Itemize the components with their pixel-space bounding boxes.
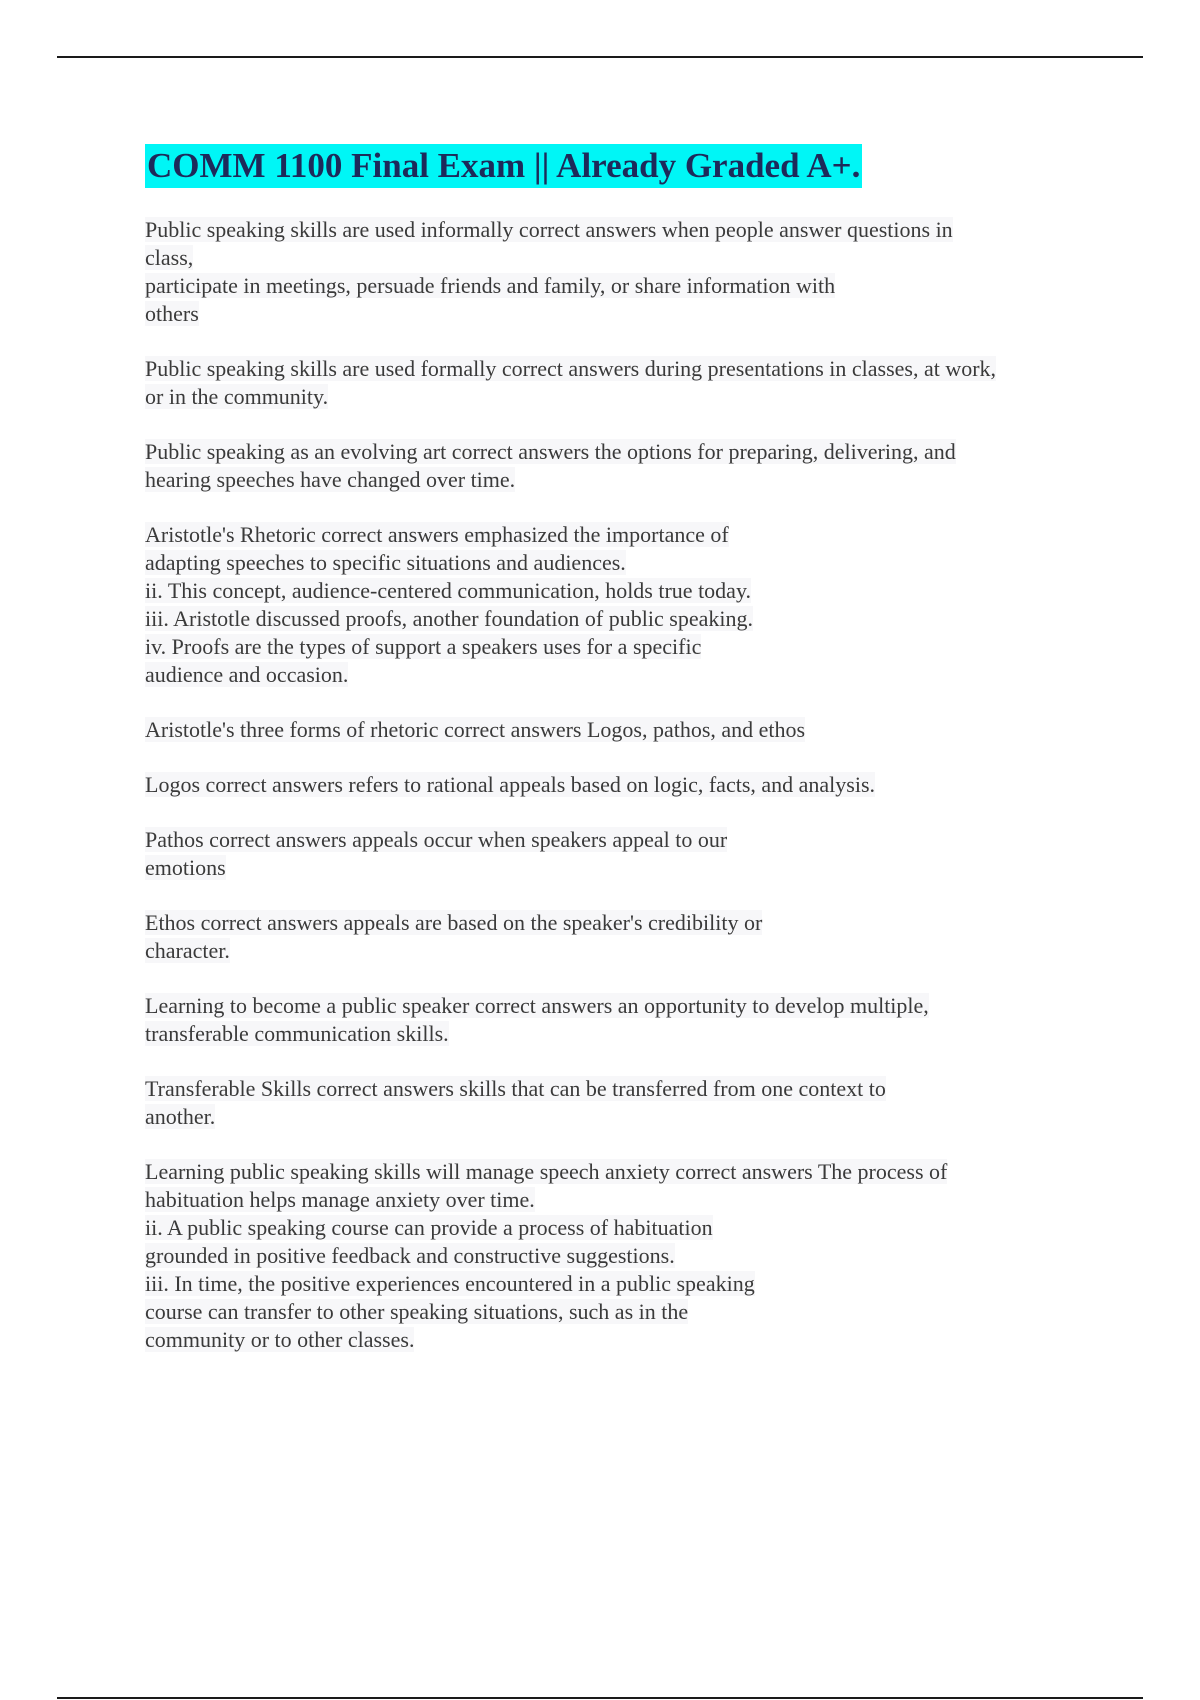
document-body [145,144,1095,1381]
entry-line-text: audience and occasion. [145,662,349,687]
entry-line [145,355,1095,383]
qa-entry [145,438,1095,494]
entry-line-text: community or to other classes. [145,1327,415,1352]
entry-line [145,992,1095,1020]
qa-entry [145,771,1095,799]
entry-line-text: Learning public speaking skills will manage speech anxiety correct answers The process of [145,1159,948,1184]
entry-list [145,216,1095,1354]
entry-line [145,1214,1095,1242]
document-title: COMM 1100 Final Exam || Already Graded A+. [145,144,862,188]
entry-line-text: another. [145,1104,216,1129]
entry-line-text: Public speaking skills are used informally correct answers when people answer questions in [145,217,953,242]
entry-line-text: Aristotle's three forms of rhetoric correct answers Logos, pathos, and ethos [145,717,806,742]
entry-line-text: ii. A public speaking course can provide a process of habituation [145,1215,713,1240]
entry-line [145,716,1095,744]
entry-line-text: Ethos correct answers appeals are based on the speaker's credibility or [145,910,763,935]
entry-line [145,937,1095,965]
entry-line [145,300,1095,328]
entry-line-text: iii. Aristotle discussed proofs, another foundation of public speaking. [145,606,753,631]
entry-line [145,1020,1095,1048]
entry-line [145,633,1095,661]
entry-line-text: course can transfer to other speaking situations, such as in the [145,1299,689,1324]
entry-line [145,1298,1095,1326]
entry-line [145,661,1095,689]
entry-line-text: iv. Proofs are the types of support a speakers uses for a specific [145,634,702,659]
qa-entry [145,216,1095,328]
qa-entry [145,1075,1095,1131]
entry-line [145,854,1095,882]
entry-line [145,909,1095,937]
qa-entry [145,826,1095,882]
qa-entry [145,521,1095,689]
entry-line-text: ii. This concept, audience-centered communication, holds true today. [145,578,752,603]
entry-line [145,438,1095,466]
entry-line-text: class, [145,245,194,270]
entry-line [145,1242,1095,1270]
entry-line [145,244,1095,272]
entry-line [145,549,1095,577]
entry-line-text: emotions [145,855,226,880]
entry-line [145,1326,1095,1354]
top-rule [57,56,1143,58]
entry-line-text: character. [145,938,230,963]
entry-line [145,216,1095,244]
qa-entry [145,909,1095,965]
qa-entry [145,1158,1095,1354]
entry-line [145,1270,1095,1298]
entry-line-text: Transferable Skills correct answers skills that can be transferred from one context to [145,1076,886,1101]
entry-line [145,605,1095,633]
entry-line-text: Logos correct answers refers to rational appeals based on logic, facts, and analysis. [145,772,876,797]
entry-line [145,521,1095,549]
entry-line-text: or in the community. [145,384,329,409]
entry-line-text: Public speaking skills are used formally correct answers during presentations in classes, at work, [145,356,997,381]
bottom-rule [57,1697,1143,1699]
qa-entry [145,992,1095,1048]
entry-line-text: habituation helps manage anxiety over time. [145,1187,535,1212]
entry-line [145,577,1095,605]
entry-line-text: Public speaking as an evolving art correct answers the options for preparing, delivering, and [145,439,956,464]
entry-line [145,383,1095,411]
entry-line-text: adapting speeches to specific situations and audiences. [145,550,626,575]
entry-line-text: others [145,301,199,326]
entry-line-text: participate in meetings, persuade friends and family, or share information with [145,273,836,298]
entry-line-text: hearing speeches have changed over time. [145,467,516,492]
entry-line-text: transferable communication skills. [145,1021,449,1046]
entry-line [145,1186,1095,1214]
entry-line [145,826,1095,854]
entry-line [145,272,1095,300]
entry-line-text: iii. In time, the positive experiences encountered in a public speaking [145,1271,755,1296]
qa-entry [145,716,1095,744]
entry-line [145,1158,1095,1186]
entry-line-text: Pathos correct answers appeals occur when speakers appeal to our [145,827,728,852]
entry-line [145,1075,1095,1103]
entry-line-text: Aristotle's Rhetoric correct answers emphasized the importance of [145,522,729,547]
entry-line [145,466,1095,494]
entry-line [145,1103,1095,1131]
entry-line-text: Learning to become a public speaker correct answers an opportunity to develop multiple, [145,993,929,1018]
entry-line-text: grounded in positive feedback and constructive suggestions. [145,1243,675,1268]
entry-line [145,771,1095,799]
qa-entry [145,355,1095,411]
